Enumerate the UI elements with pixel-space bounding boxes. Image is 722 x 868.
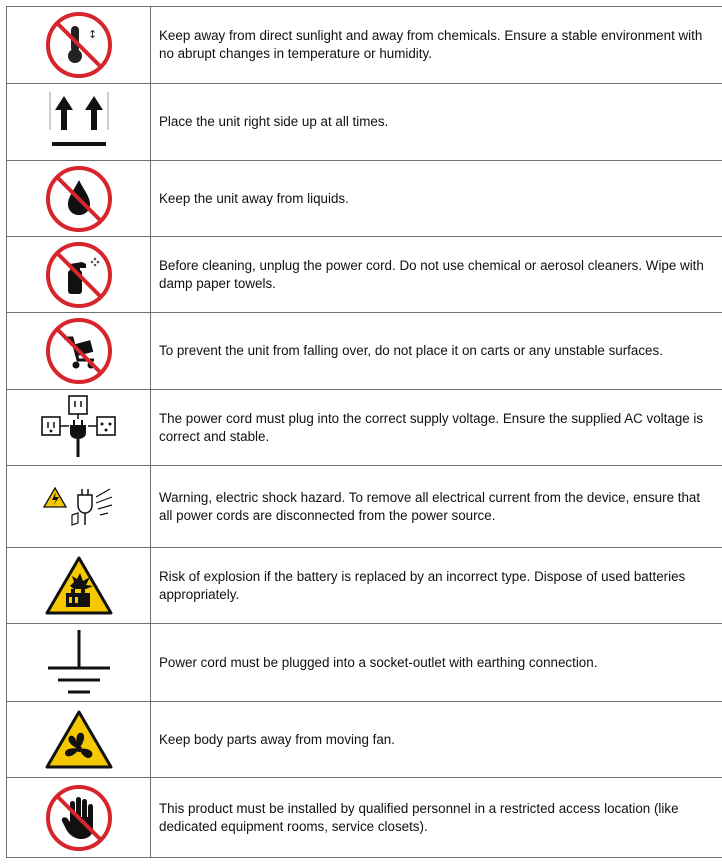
this-side-up-icon (44, 90, 114, 154)
earth-ground-icon (44, 628, 114, 698)
power-outlets-icon (39, 393, 119, 463)
table-row (7, 624, 722, 702)
table-row (7, 237, 722, 313)
instruction-text: Keep body parts away from moving fan. (151, 702, 722, 778)
table-row (7, 161, 722, 237)
table-row (7, 548, 722, 624)
moving-fan-icon (44, 709, 114, 771)
table-row (7, 778, 722, 858)
battery-explosion-icon (44, 555, 114, 617)
safety-table (6, 6, 722, 858)
instruction-text: Power cord must be plugged into a socket-outlet with earthing connection. (151, 624, 722, 702)
table-row (7, 702, 722, 778)
table-row (7, 466, 722, 548)
instruction-text: Risk of explosion if the battery is replaced by an incorrect type. Dispose of used batteries appropriately. (151, 548, 722, 624)
instruction-text: Before cleaning, unplug the power cord. Do not use chemical or aerosol cleaners. Wipe with damp paper towels. (151, 237, 722, 313)
instruction-text: This product must be installed by qualified personnel in a restricted access location (like dedicated equipment rooms, service closets). (151, 778, 722, 858)
instruction-text: Place the unit right side up at all times. (151, 84, 722, 161)
table-row (7, 313, 722, 390)
shock-hazard-icon (42, 485, 116, 529)
instruction-text: Keep away from direct sunlight and away from chemicals. Ensure a stable environment with no abrupt changes in temperature or humidity. (151, 7, 722, 84)
instruction-text: Warning, electric shock hazard. To remove all electrical current from the device, ensure that all power cords are disconnected from the power source. (151, 466, 722, 548)
no-touch-hand-icon (44, 783, 114, 853)
table-row (7, 84, 722, 161)
instruction-text: To prevent the unit from falling over, do not place it on carts or any unstable surfaces. (151, 313, 722, 390)
instruction-text: The power cord must plug into the correct supply voltage. Ensure the supplied AC voltage is correct and stable. (151, 390, 722, 466)
no-heat-humidity-icon (44, 10, 114, 80)
table-row (7, 390, 722, 466)
instruction-text: Keep the unit away from liquids. (151, 161, 722, 237)
svg-text:↕: ↕ (87, 28, 97, 41)
table-row (7, 7, 722, 84)
no-liquids-icon (44, 164, 114, 234)
no-cart-icon (44, 316, 114, 386)
safety-instructions-sheet (6, 6, 705, 858)
no-spray-cleaner-icon (44, 240, 114, 310)
